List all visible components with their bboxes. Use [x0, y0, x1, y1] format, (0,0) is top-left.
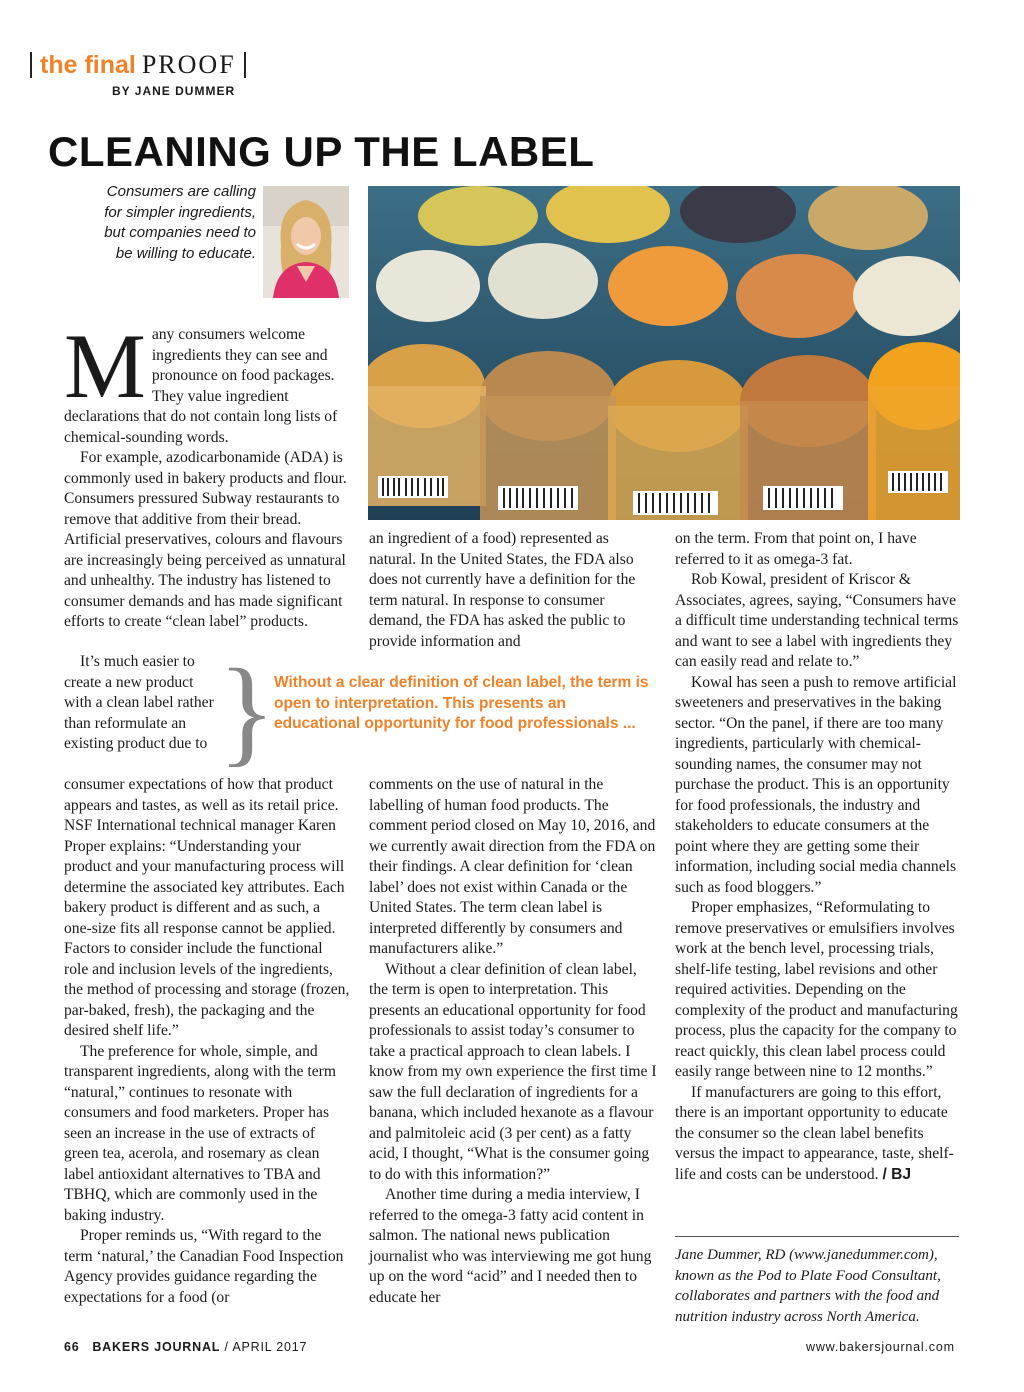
paragraph-conclusion [675, 1083, 960, 1186]
paragraph-easier-start: It’s much easier to create a new product with a clean label rather than reformulate an existing product due to [64, 653, 214, 752]
headline: CLEANING UP THE LABEL [48, 128, 595, 175]
paragraph-media-interview: Another time during a media interview, I referred to the omega-3 fatty acid content in salmon. The national news publication journalist who was interviewing me got hung up on the word “acid” and I needed then to educate her [369, 1186, 652, 1306]
section-kicker [30, 50, 246, 80]
column-1-top [64, 315, 350, 633]
paragraph-without-definition: Without a clear definition of clean label, the term is open to interpretation. This presents an educational opportunity for food professionals to assist today’s consumer to take a practical approach to clean labels. I know from my own experience the first time I saw the full declaration of ingredients for a banana, which included hexanote as a flavour and palmitoleic acid (3 per cent) as a fatty acid, I thought, “What is the consumer going to do with this information?” [369, 960, 657, 1183]
byline: BY JANE DUMMER [112, 84, 236, 98]
kicker-left-bar [30, 52, 32, 78]
kicker-right-bar [244, 52, 246, 78]
drop-cap: M [64, 315, 146, 417]
column-1-bottom [64, 775, 350, 1308]
deck: Consumers are calling for simpler ingredients, but companies need to be willing to educate. [104, 183, 256, 262]
bio-divider [675, 1236, 959, 1237]
paragraph-proper-emphasizes: Proper emphasizes, “Reformulating to remove preservatives or emulsifiers involves work at the bench level, processing trials, shelf-life testing, label revisions and other required activities. Depending on the complexity of the product and manufacturing process, plus the capacity for the company to react quickly, this clean label process could easily range between nine to 12 months.” [675, 899, 958, 1080]
issue-date: / APRIL 2017 [224, 1340, 308, 1354]
footer-left [64, 1340, 307, 1354]
paragraph-preference: The preference for whole, simple, and transparent ingredients, along with the term “natural,” continues to resonate with consumers and food marketers. Proper has seen an increase in the use of extracts of green tea, acerola, and rosemary as clean label antioxidant alternatives to TBA and TBHQ, which are commonly used in the baking industry. [64, 1042, 336, 1224]
author-bio: Jane Dummer, RD (www.janedummer.com), known as the Pod to Plate Food Consultant, collaborates and partners with the food and nutrition industry across North America. [675, 1247, 941, 1325]
column-1-wrap [64, 652, 224, 755]
paragraph-proper-reminds: Proper reminds us, “With regard to the term ‘natural,’ the Canadian Food Inspection Agency provides guidance regarding the expectations for a food (or [64, 1227, 344, 1306]
signoff: / BJ [882, 1165, 912, 1183]
page-number: 66 [64, 1340, 80, 1354]
column-2-bottom [369, 775, 659, 1308]
paragraph-natural-fda: an ingredient of a food) represented as natural. In the United States, the FDA also does not currently have a definition for the term natural. In response to consumer demand, the FDA has asked the public to provide information and [369, 530, 636, 650]
paragraph-kowal-push: Kowal has seen a push to remove artificial sweeteners and preservatives in the baking sector. “On the panel, if there are too many ingredients, particularly with chemical-sounding names, the consumer may not purchase the product. This is an opportunity for food professionals, the industry and stakeholders to educate consumers at the point where they are getting some their information, including social media channels such as food bloggers.” [675, 673, 957, 896]
paragraph-ada: For example, azodicarbonamide (ADA) is commonly used in bakery products and flour. Consumers pressured Subway restaurants to remove that additive from their bread. Artificial preservatives, colours and flavours are increasingly being perceived as unnatural and unhealthy. The industry has listened to consumer demands and has made significant efforts to create “clean label” products. [64, 449, 347, 630]
paragraph-omega3: on the term. From that point on, I have referred to it as omega-3 fat. [675, 530, 917, 568]
author-portrait [263, 186, 349, 298]
main-photo-grains [368, 186, 960, 520]
column-3 [675, 529, 960, 1185]
paragraph-easier-cont: consumer expectations of how that product appears and tastes, as well as its retail price. NSF International technical manager Karen Proper explains: “Understanding your product and your manufacturing process will determine the associated key attributes. Each bakery product is different and as such, a one-size fits all response cannot be applied. Factors to consider include the functional role and inclusion levels of the ingredients, the method of processing and storage (frozen, par-baked, fresh), the packaging and the desired shelf life.” [64, 776, 350, 1039]
footer-url: www.bakersjournal.com [806, 1340, 955, 1354]
paragraph-kowal: Rob Kowal, president of Kriscor & Associates, agrees, saying, “Consumers have a difficult time understanding technical terms and want to see a label with ingredients they can easily read and relate to.” [675, 571, 959, 670]
paragraph-comments: comments on the use of natural in the labelling of human food products. The comment period closed on May 10, 2016, and we currently await direction from the FDA on their findings. A clear definition for ‘clean label’ does not exist within Canada or the United States. The term clean label is interpreted differently by consumers and manufacturers alike.” [369, 776, 656, 957]
conclusion-text: If manufacturers are going to this effort, there is an important opportunity to educate the consumer so the clean label benefits versus the impact to appearance, taste, shelf-life and costs can be understood. [675, 1083, 954, 1183]
kicker-proof: PROOF [141, 50, 236, 79]
pullquote-brace: } [218, 644, 276, 777]
kicker-the-final: the final [40, 50, 136, 79]
pull-quote: Without a clear definition of clean label, the term is open to interpretation. This presents an educational opportunity for food professionals ... [274, 674, 649, 732]
column-2-top [369, 529, 659, 652]
publication-name: BAKERS JOURNAL [92, 1340, 221, 1354]
paragraph-intro: any consumers welcome ingredients they can see and pronounce on food packages. They value ingredient declarations that do not contain long lists of chemical-sounding words. [64, 326, 338, 446]
